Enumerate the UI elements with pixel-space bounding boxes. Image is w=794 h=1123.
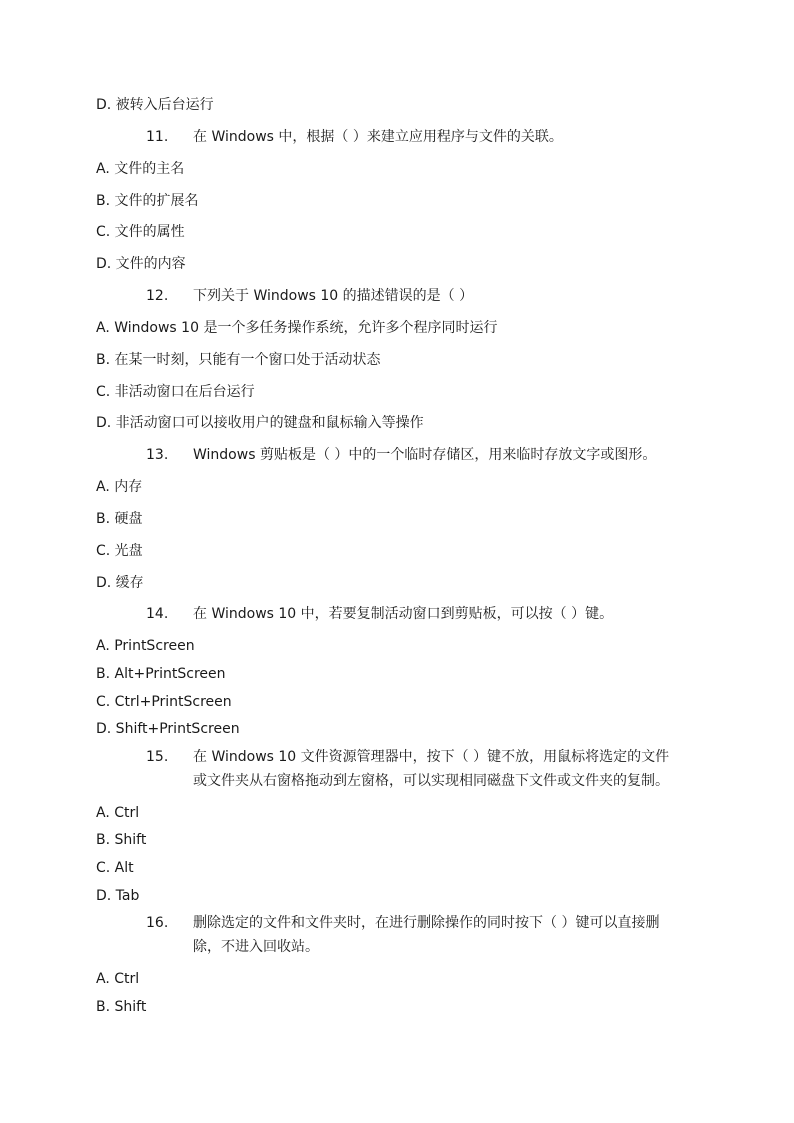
question-text: 在 Windows 中，根据（ ）来建立应用程序与文件的关联。 <box>193 129 563 145</box>
question-text: 删除选定的文件和文件夹时，在进行删除操作的同时按下（ ）键可以直接删 <box>193 915 660 931</box>
question-number: 16. <box>146 915 169 931</box>
option-line: C. Ctrl+PrintScreen <box>96 694 232 710</box>
option-line: C. 文件的属性 <box>96 224 185 240</box>
option-line: A. PrintScreen <box>96 638 195 654</box>
option-line: D. Shift+PrintScreen <box>96 721 240 737</box>
option-line: D. 被转入后台运行 <box>96 97 214 113</box>
option-line: A. Ctrl <box>96 971 140 987</box>
option-line: C. 光盘 <box>96 543 143 559</box>
option-line: A. Ctrl <box>96 805 140 821</box>
option-line: A. 内存 <box>96 479 143 495</box>
question-text-continuation: 或文件夹从右窗格拖动到左窗格，可以实现相同磁盘下文件或文件夹的复制。 <box>193 773 669 789</box>
option-line: D. 缓存 <box>96 575 144 591</box>
question-text-continuation: 除，不进入回收站。 <box>193 939 319 955</box>
option-line: C. 非活动窗口在后台运行 <box>96 384 255 400</box>
option-line: A. 文件的主名 <box>96 161 185 177</box>
question-text: Windows 剪贴板是（ ）中的一个临时存储区，用来临时存放文字或图形。 <box>193 447 657 463</box>
option-line: B. Alt+PrintScreen <box>96 666 226 682</box>
option-line: B. Shift <box>96 832 147 848</box>
option-line: D. 文件的内容 <box>96 256 186 272</box>
option-line: C. Alt <box>96 860 134 876</box>
question-number: 13. <box>146 447 169 463</box>
question-number: 12. <box>146 288 169 304</box>
option-line: A. Windows 10 是一个多任务操作系统，允许多个程序同时运行 <box>96 320 498 336</box>
question-number: 11. <box>146 129 169 145</box>
option-line: B. 在某一时刻，只能有一个窗口处于活动状态 <box>96 352 381 368</box>
option-line: B. Shift <box>96 999 147 1015</box>
option-line: B. 文件的扩展名 <box>96 193 199 209</box>
question-text: 在 Windows 10 文件资源管理器中，按下（ ）键不放，用鼠标将选定的文件 <box>193 749 670 765</box>
option-line: B. 硬盘 <box>96 511 143 527</box>
question-text: 在 Windows 10 中，若要复制活动窗口到剪贴板，可以按（ ）键。 <box>193 606 614 622</box>
question-text: 下列关于 Windows 10 的描述错误的是（ ） <box>193 288 474 304</box>
question-number: 14. <box>146 606 169 622</box>
option-line: D. Tab <box>96 888 140 904</box>
question-number: 15. <box>146 749 169 765</box>
option-line: D. 非活动窗口可以接收用户的键盘和鼠标输入等操作 <box>96 415 424 431</box>
